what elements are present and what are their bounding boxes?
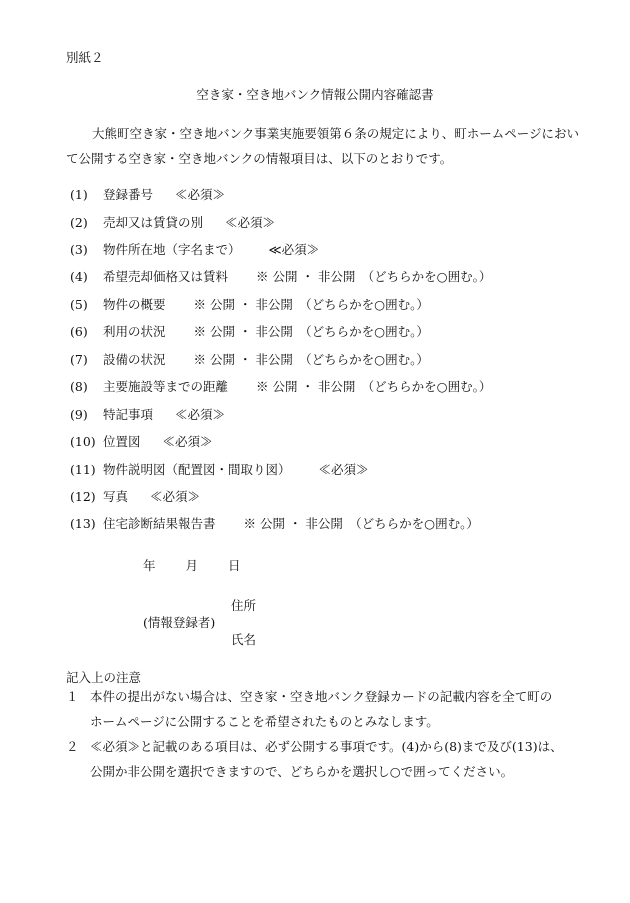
item-note: ※ 公開 ・ 非公開 （どちらかを○囲む。）: [193, 324, 429, 339]
item-number: (1): [70, 187, 88, 202]
date-day-label: 日: [228, 558, 241, 573]
item-number: (3): [70, 242, 88, 257]
date-year-label: 年: [143, 558, 156, 573]
item-label: 物件の概要: [103, 297, 166, 312]
note-text: ≪必須≫と記載のある項目は、必ず公開する事項です。(4)から(8)まで及び(13)は、: [90, 739, 563, 754]
note-item: [66, 684, 586, 734]
info-item: [70, 434, 213, 450]
item-label: 位置図: [103, 434, 141, 449]
info-item: [70, 489, 200, 505]
info-item: [70, 379, 491, 395]
info-item: [70, 297, 429, 313]
info-item: [70, 352, 429, 368]
item-note: ※ 公開 ・ 非公開 （どちらかを○囲む。）: [193, 352, 429, 367]
info-item: [70, 269, 491, 285]
info-item: [70, 516, 479, 532]
item-label: 利用の状況: [103, 324, 166, 339]
item-number: (10): [70, 434, 96, 449]
item-label: 設備の状況: [103, 352, 166, 367]
info-item: [70, 407, 225, 423]
item-label: 物件所在地（字名まで）: [103, 242, 241, 257]
item-label: 住宅診断結果報告書: [103, 516, 216, 531]
item-label: 売却又は賃貸の別: [103, 215, 204, 230]
item-note: ≪必須≫: [175, 407, 226, 422]
note-text-cont: ホームページに公開することを希望されたものとみなします。: [90, 714, 439, 729]
note-item: [66, 734, 586, 784]
item-number: (12): [70, 489, 96, 504]
item-label: 物件説明図（配置図・間取り図）: [103, 462, 291, 477]
item-note: ≪必須≫: [175, 187, 226, 202]
item-label: 登録番号: [103, 187, 154, 202]
info-item: [70, 187, 225, 203]
item-note: ※ 公開 ・ 非公開 （どちらかを○囲む。）: [193, 297, 429, 312]
document-title: 空き家・空き地バンク情報公開内容確認書: [196, 87, 434, 102]
item-number: (6): [70, 324, 88, 339]
item-label: 特記事項: [103, 407, 154, 422]
item-number: (4): [70, 269, 88, 284]
notes-heading: 記入上の注意: [66, 670, 142, 685]
info-item: [70, 324, 429, 340]
note-text-cont: 公開か非公開を選択できますので、どちらかを選択し○で囲ってください。: [90, 764, 514, 779]
intro-paragraph: 大熊町空き家・空き地バンク事業実施要領第６条の規定により、町ホームページにおいて公開する空き家・空き地バンクの情報項目は、以下のとおりです。: [66, 126, 580, 166]
item-number: (13): [70, 516, 96, 531]
item-number: (8): [70, 379, 88, 394]
item-note: ※ 公開 ・ 非公開 （どちらかを○囲む。）: [256, 379, 492, 394]
item-number: (11): [70, 462, 96, 477]
item-note: ≪必須≫: [268, 242, 320, 257]
item-note: ≪必須≫: [225, 215, 276, 230]
item-number: (7): [70, 352, 88, 367]
item-number: (2): [70, 215, 88, 230]
note-text: 本件の提出がない場合は、空き家・空き地バンク登録カードの記載内容を全て町の: [90, 689, 553, 704]
date-month-label: 月: [185, 558, 199, 573]
item-number: (9): [70, 407, 88, 422]
address-label: 住所: [231, 598, 257, 613]
item-note: ※ 公開 ・ 非公開 （どちらかを○囲む。）: [243, 516, 479, 531]
registrant-label: (情報登録者): [143, 615, 216, 630]
item-label: 主要施設等までの距離: [103, 379, 229, 394]
name-label: 氏名: [231, 632, 257, 647]
date-line: [143, 558, 241, 574]
item-note: ≪必須≫: [318, 462, 369, 477]
item-note: ≪必須≫: [150, 489, 201, 504]
info-item: [70, 242, 319, 258]
note-number: １: [66, 689, 79, 704]
item-note: ≪必須≫: [162, 434, 213, 449]
item-label: 写真: [103, 489, 129, 504]
info-item: [70, 215, 275, 231]
item-note: ※ 公開 ・ 非公開 （どちらかを○囲む。）: [256, 269, 492, 284]
attachment-label: 別紙２: [66, 50, 104, 65]
note-number: ２: [66, 739, 79, 754]
info-item: [70, 462, 369, 478]
item-number: (5): [70, 297, 88, 312]
item-label: 希望売却価格又は賃料: [103, 269, 229, 284]
